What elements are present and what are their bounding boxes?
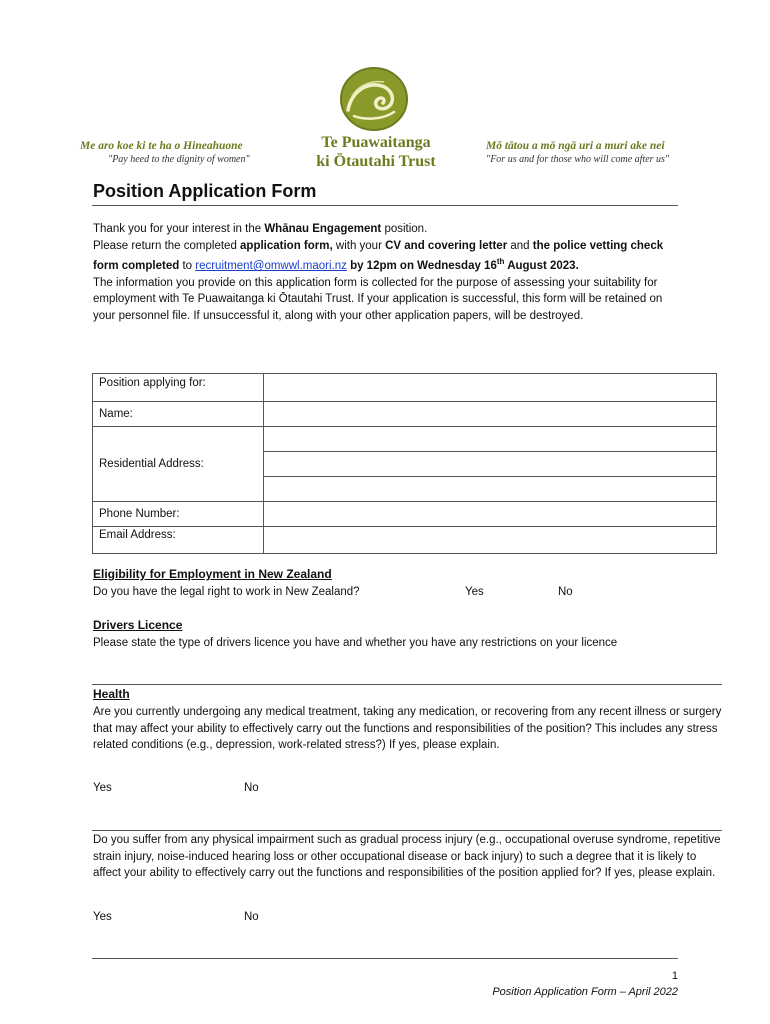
health-q2-yes-option[interactable]: Yes bbox=[93, 911, 112, 923]
name-label: Name: bbox=[93, 402, 264, 427]
intro-text bbox=[93, 221, 683, 324]
recruitment-email-link[interactable]: recruitment@omwwl.maori.nz bbox=[195, 260, 347, 273]
intro-text-part: with your bbox=[332, 239, 386, 252]
drivers-licence-heading: Drivers Licence bbox=[93, 618, 183, 632]
intro-bold-part: application form, bbox=[240, 239, 333, 252]
eligibility-heading: Eligibility for Employment in New Zealand bbox=[93, 567, 332, 581]
intro-text-part: position. bbox=[381, 223, 428, 235]
address-field-line2[interactable] bbox=[264, 452, 717, 477]
health-q1-answer-line[interactable] bbox=[92, 830, 722, 831]
health-q2-no-option[interactable]: No bbox=[244, 911, 259, 923]
address-field-line1[interactable] bbox=[264, 427, 717, 452]
health-question-2: Do you suffer from any physical impairment such as gradual process injury (e.g., occupational overuse syndrome, repetitive strain injury, noise-induced hearing loss or other occupational disease or back injury) to such a degree that it is likely to affect your ability to effectively carry out the functions and responsibilities of the position applied for? If yes, please explain. bbox=[93, 834, 721, 880]
address-field-line3[interactable] bbox=[264, 477, 717, 502]
applicant-details-table bbox=[92, 373, 717, 554]
intro-bold-part: by 12pm on Wednesday 16 bbox=[346, 260, 497, 273]
table-row bbox=[93, 427, 717, 452]
health-q1-no-option[interactable]: No bbox=[244, 782, 259, 794]
health-heading: Health bbox=[93, 687, 130, 701]
phone-field[interactable] bbox=[264, 502, 717, 527]
motto-right-title: Mō tātou a mō ngā uri a muri ake nei bbox=[486, 140, 665, 152]
email-field[interactable] bbox=[264, 527, 717, 554]
intro-text-part: and bbox=[507, 239, 533, 252]
motto-left bbox=[80, 140, 280, 165]
intro-superscript: th bbox=[496, 257, 505, 267]
motto-right bbox=[486, 140, 706, 165]
table-row bbox=[93, 527, 717, 554]
drivers-licence-answer-line[interactable] bbox=[92, 684, 722, 685]
position-label: Position applying for: bbox=[93, 374, 264, 402]
org-name bbox=[296, 133, 456, 171]
health-q2-answer-line[interactable] bbox=[92, 958, 678, 959]
intro-bold-part: August 2023. bbox=[504, 260, 579, 273]
intro-line-1 bbox=[93, 221, 683, 238]
table-row bbox=[93, 374, 717, 402]
intro-line-2 bbox=[93, 238, 683, 275]
title-divider bbox=[92, 205, 678, 206]
footer-document-title: Position Application Form – April 2022 bbox=[492, 986, 678, 998]
intro-text-part: Thank you for your interest in the bbox=[93, 223, 265, 235]
motto-right-subtitle: "For us and for those who will come after us" bbox=[486, 154, 670, 165]
motto-left-title: Me aro koe ki te ha o Hineahuone bbox=[80, 140, 243, 152]
phone-label: Phone Number: bbox=[93, 502, 264, 527]
org-name-line2: ki Ōtautahi Trust bbox=[316, 153, 436, 170]
position-field[interactable] bbox=[264, 374, 717, 402]
motto-left-subtitle: "Pay heed to the dignity of women" bbox=[108, 154, 250, 165]
eligibility-question: Do you have the legal right to work in New Zealand? bbox=[93, 586, 360, 598]
table-row bbox=[93, 502, 717, 527]
form-title: Position Application Form bbox=[93, 181, 317, 201]
intro-text-part: Please return the completed bbox=[93, 239, 241, 252]
table-row bbox=[93, 402, 717, 427]
health-q1-yes-option[interactable]: Yes bbox=[93, 782, 112, 794]
intro-line-3: The information you provide on this application form is collected for the purpose of assessing your suitability for employment with Te Puawaitanga ki Ōtautahi Trust. If your application is successful, this form will be retained on your personnel file. If unsuccessful it, along with your other application papers, will be destroyed. bbox=[93, 276, 663, 322]
health-question-1: Are you currently undergoing any medical treatment, taking any medication, or recovering from any recent illness or surgery that may affect your ability to effectively carry out the functions and responsibilities of the position? This includes any stress related conditions (e.g., depression, work-related stress?) If yes, please explain. bbox=[93, 706, 722, 752]
position-name: Whānau Engagement bbox=[264, 223, 382, 235]
intro-bold-part: the police vetting check form completed bbox=[93, 239, 664, 273]
drivers-licence-question: Please state the type of drivers licence you have and whether you have any restrictions on your licence bbox=[93, 637, 618, 649]
intro-text-part: to bbox=[179, 260, 196, 273]
address-label: Residential Address: bbox=[93, 427, 264, 502]
org-name-line1: Te Puawaitanga bbox=[321, 134, 431, 151]
eligibility-no-option[interactable]: No bbox=[558, 586, 573, 598]
page-number: 1 bbox=[671, 970, 678, 982]
intro-bold-part: CV and covering letter bbox=[385, 239, 508, 252]
email-label: Email Address: bbox=[93, 527, 264, 554]
trust-logo-icon bbox=[334, 66, 414, 132]
name-field[interactable] bbox=[264, 402, 717, 427]
eligibility-yes-option[interactable]: Yes bbox=[465, 586, 484, 598]
